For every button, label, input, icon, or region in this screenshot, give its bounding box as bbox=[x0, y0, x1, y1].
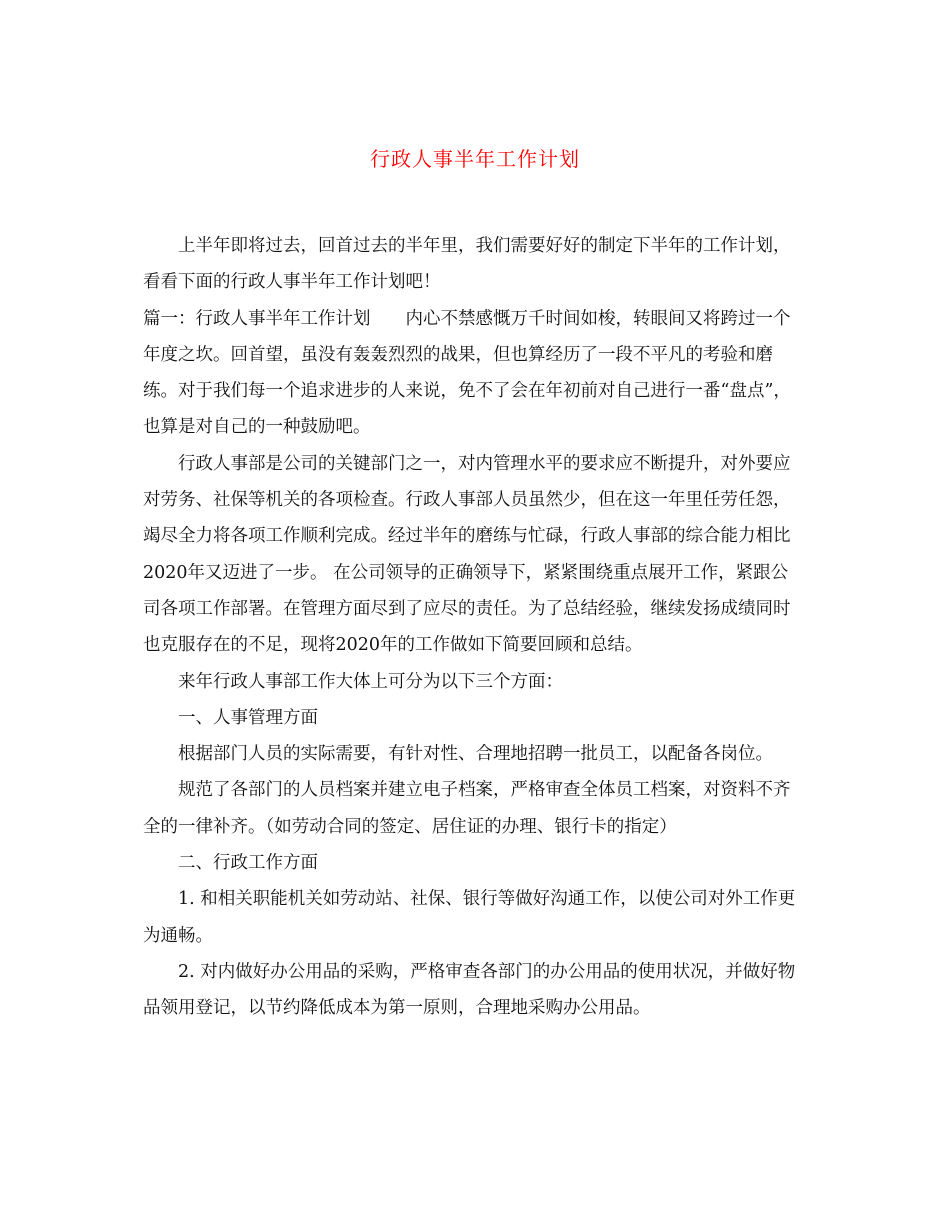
paragraph-intro: 上半年即将过去，回首过去的半年里，我们需要好好的制定下半年的工作计划，看看下面的行政人事半年工作计划吧！ bbox=[143, 236, 791, 293]
document-body bbox=[143, 228, 805, 1027]
document-title: 行政人事半年工作计划 bbox=[370, 147, 580, 171]
paragraph-recruiting: 根据部门人员的实际需要，有针对性、合理地招聘一批员工，以配备各岗位。 bbox=[178, 744, 773, 765]
list-item-communication: 1. 和相关职能机关如劳动站、社保、银行等做好沟通工作，以使公司对外工作更为通畅。 bbox=[143, 889, 796, 946]
section-heading-admin: 二、行政工作方面 bbox=[178, 853, 318, 874]
paragraph-overview: 来年行政人事部工作大体上可分为以下三个方面： bbox=[178, 671, 563, 692]
paragraph-department: 行政人事部是公司的关键部门之一，对内管理水平的要求应不断提升，对外要应对劳务、社保等机关的各项检查。行政人事部人员虽然少，但在这一年里任劳任怨，竭尽全力将各项工作顺利完成。经过半年的磨练与忙碌，行政人事部的综合能力相比2020年又迈进了一步。 在公司领导的正确领导下，紧紧围绕重点展开工作，紧跟公司各项工作部署。在管理方面尽到了应尽的责任。为了总结经验，继续发扬成绩同时也克服存在的不足，现将2020年的工作做如下简要回顾和总结。 bbox=[143, 453, 791, 656]
section-heading-hr: 一、人事管理方面 bbox=[178, 707, 318, 728]
list-item-office-supplies: 2. 对内做好办公用品的采购，严格审查各部门的办公用品的使用状况，并做好物品领用登记，以节约降低成本为第一原则，合理地采购办公用品。 bbox=[143, 961, 796, 1019]
paragraph-archives: 规范了各部门的人员档案并建立电子档案，严格审查全体员工档案，对资料不齐全的一律补齐。（如劳动合同的签定、居住证的办理、银行卡的指定） bbox=[143, 780, 791, 837]
paragraph-part-one: 篇一：行政人事半年工作计划 内心不禁感慨万千时间如梭，转眼间又将跨过一个年度之坎。回首望，虽没有轰轰烈烈的战果，但也算经历了一段不平凡的考验和磨练。对于我们每一个追求进步的人来说，免不了会在年初前对自己进行一番“盘点”，也算是对自己的一种鼓励吧。 bbox=[143, 308, 791, 438]
